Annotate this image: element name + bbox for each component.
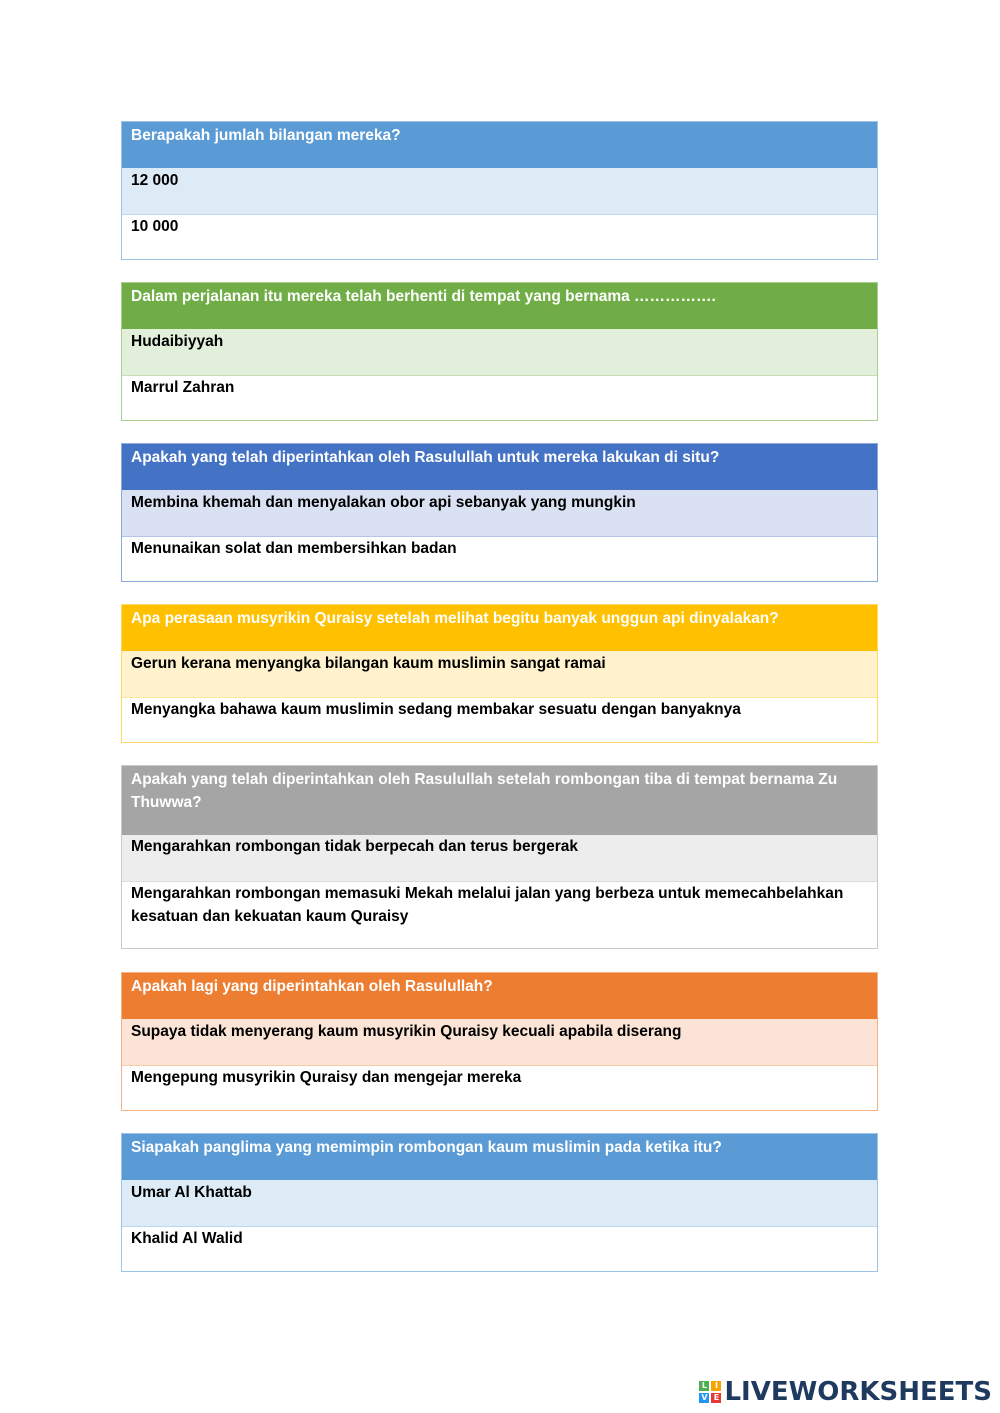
answer-option-a[interactable]: Gerun kerana menyangka bilangan kaum muslimin sangat ramai: [122, 651, 877, 697]
answer-option-a[interactable]: Mengarahkan rombongan tidak berpecah dan terus bergerak: [122, 835, 877, 881]
question-text: Apakah lagi yang diperintahkan oleh Rasulullah?: [122, 973, 877, 1019]
question-text: Apa perasaan musyrikin Quraisy setelah melihat begitu banyak unggun api dinyalakan?: [122, 605, 877, 651]
answer-option-a[interactable]: Hudaibiyyah: [122, 329, 877, 375]
question-text: Dalam perjalanan itu mereka telah berhenti di tempat yang bernama …………….: [122, 283, 877, 329]
question-text: Apakah yang telah diperintahkan oleh Rasulullah untuk mereka lakukan di situ?: [122, 444, 877, 490]
question-block-4: [121, 604, 878, 743]
answer-option-b[interactable]: Menunaikan solat dan membersihkan badan: [122, 536, 877, 581]
liveworksheets-brand: [699, 1377, 992, 1407]
answer-option-a[interactable]: Umar Al Khattab: [122, 1180, 877, 1226]
answer-option-b[interactable]: Marrul Zahran: [122, 375, 877, 420]
liveworksheets-logo-icon: [699, 1381, 721, 1403]
answer-option-a[interactable]: Supaya tidak menyerang kaum musyrikin Quraisy kecuali apabila diserang: [122, 1019, 877, 1065]
logo-letter: I: [711, 1381, 721, 1391]
question-block-1: [121, 121, 878, 260]
answer-option-b[interactable]: Mengepung musyrikin Quraisy dan mengejar mereka: [122, 1065, 877, 1110]
question-block-7: [121, 1133, 878, 1272]
logo-letter: V: [701, 1393, 708, 1402]
question-text: Berapakah jumlah bilangan mereka?: [122, 122, 877, 168]
question-text: Siapakah panglima yang memimpin rombongan kaum muslimin pada ketika itu?: [122, 1134, 877, 1180]
answer-option-a[interactable]: Membina khemah dan menyalakan obor api sebanyak yang mungkin: [122, 490, 877, 536]
logo-letter: L: [699, 1381, 709, 1391]
question-block-5: [121, 765, 878, 949]
answer-option-b[interactable]: Menyangka bahawa kaum muslimin sedang membakar sesuatu dengan banyaknya: [122, 697, 877, 742]
answer-option-b[interactable]: Mengarahkan rombongan memasuki Mekah melalui jalan yang berbeza untuk memecahbelahkan kesatuan dan kekuatan kaum Quraisy: [122, 881, 877, 948]
answer-option-a[interactable]: 12 000: [122, 168, 877, 214]
question-text: Apakah yang telah diperintahkan oleh Rasulullah setelah rombongan tiba di tempat bernama Zu Thuwwa?: [122, 766, 877, 835]
question-block-3: [121, 443, 878, 582]
answer-option-b[interactable]: Khalid Al Walid: [122, 1226, 877, 1271]
question-block-6: [121, 972, 878, 1111]
question-block-2: [121, 282, 878, 421]
logo-letter: E: [711, 1393, 721, 1403]
brand-name: LIVEWORKSHEETS: [724, 1377, 992, 1407]
answer-option-b[interactable]: 10 000: [122, 214, 877, 259]
